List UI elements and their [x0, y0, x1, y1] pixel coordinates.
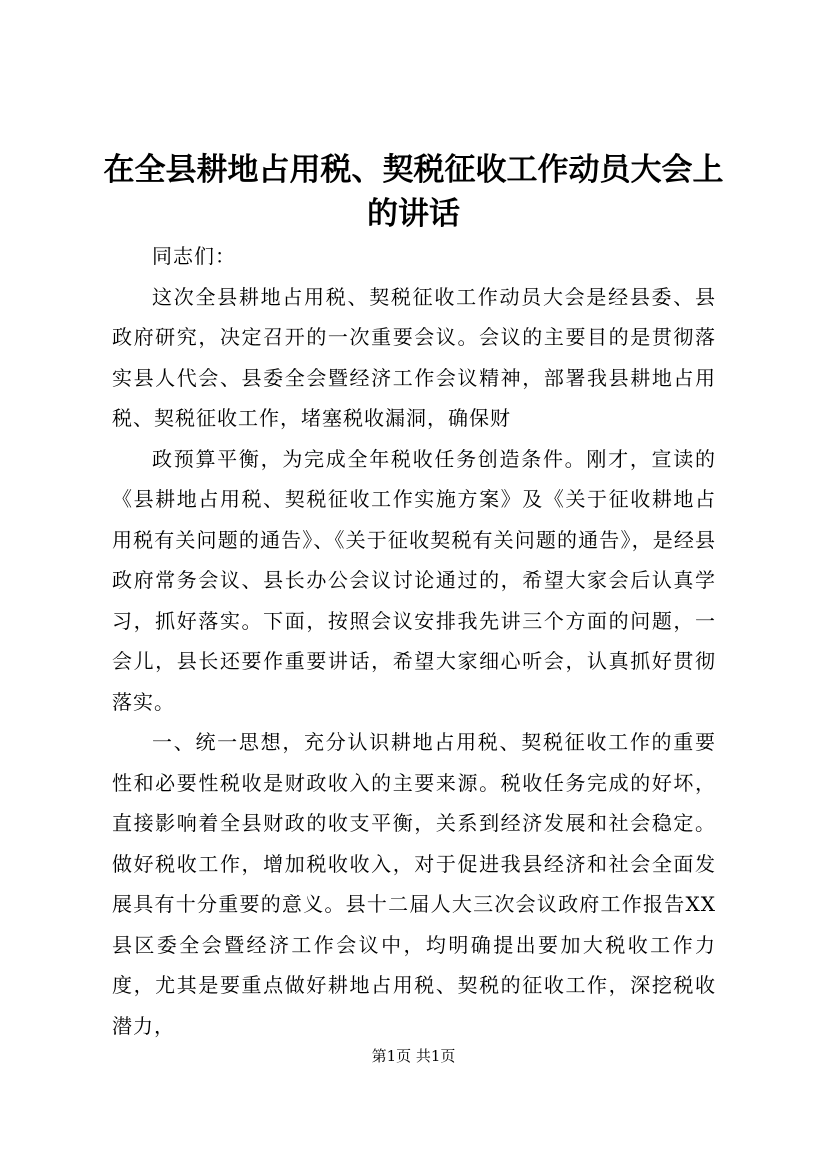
- document-title: 在全县耕地占用税、契税征收工作动员大会上的讲话: [103, 152, 724, 232]
- paragraph-intro: 这次全县耕地占用税、契税征收工作动员大会是经县委、县政府研究，决定召开的一次重要会议。会议的主要目的是贯彻落实县人代会、县委全会暨经济工作会议精神，部署我县耕地占用税、契税征收工作，堵塞税收漏洞，确保财: [112, 284, 716, 430]
- page-number-footer: 第1页 共1页: [371, 1047, 456, 1065]
- paragraph-salutation: 同志们：: [152, 244, 236, 268]
- document-body: [112, 236, 716, 1046]
- paragraph-purpose: 政预算平衡，为完成全年税收任务创造条件。刚才，宣读的《县耕地占用税、契税征收工作实施方案》及《关于征收耕地占用税有关问题的通告》、《关于征收契税有关问题的通告》，是经县政府常务会议、县长办公会议讨论通过的，希望大家会后认真学习，抓好落实。下面，按照会议安排我先讲三个方面的问题，一会儿，县长还要作重要讲话，希望大家细心听会，认真抓好贯彻落实。: [112, 446, 716, 714]
- paragraph-section-one: 一、统一思想，充分认识耕地占用税、契税征收工作的重要性和必要性税收是财政收入的主要来源。税收任务完成的好坏，直接影响着全县财政的收支平衡，关系到经济发展和社会稳定。做好税收工作，增加税收收入，对于促进我县经济和社会全面发展具有十分重要的意义。县十二届人大三次会议政府工作报告XX县区委全会暨经济工作会议中，均明确提出要加大税收工作力度，尤其是要重点做好耕地占用税、契税的征收工作，深挖税收潜力，: [112, 730, 716, 1038]
